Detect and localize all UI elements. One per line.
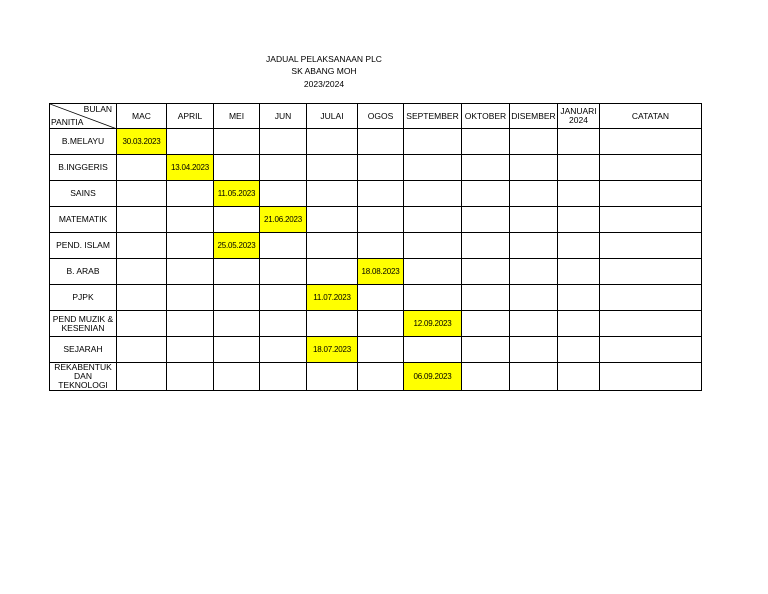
empty-cell bbox=[167, 129, 214, 155]
empty-cell bbox=[510, 259, 558, 285]
month-header-8: DISEMBER bbox=[510, 104, 558, 129]
empty-cell bbox=[510, 155, 558, 181]
empty-cell bbox=[510, 337, 558, 363]
school-name: SK ABANG MOH bbox=[291, 66, 357, 76]
empty-cell bbox=[167, 337, 214, 363]
empty-cell bbox=[214, 129, 260, 155]
empty-cell bbox=[307, 207, 358, 233]
empty-cell bbox=[260, 181, 307, 207]
table-row bbox=[50, 233, 702, 259]
corner-label-panitia: PANITIA bbox=[51, 117, 84, 127]
date-cell-highlighted: 11.07.2023 bbox=[307, 285, 358, 311]
panitia-cell: REKABENTUK DAN TEKNOLOGI bbox=[50, 363, 117, 391]
panitia-cell: SEJARAH bbox=[50, 337, 117, 363]
empty-cell bbox=[510, 207, 558, 233]
notes-cell bbox=[600, 181, 702, 207]
schedule-table bbox=[49, 103, 702, 391]
empty-cell bbox=[462, 311, 510, 337]
notes-cell bbox=[600, 259, 702, 285]
empty-cell bbox=[214, 337, 260, 363]
empty-cell bbox=[358, 129, 404, 155]
date-cell-highlighted: 18.08.2023 bbox=[358, 259, 404, 285]
empty-cell bbox=[307, 155, 358, 181]
empty-cell bbox=[462, 129, 510, 155]
month-header-0: MAC bbox=[117, 104, 167, 129]
table-row bbox=[50, 129, 702, 155]
empty-cell bbox=[558, 233, 600, 259]
empty-cell bbox=[558, 181, 600, 207]
empty-cell bbox=[214, 311, 260, 337]
notes-cell bbox=[600, 129, 702, 155]
empty-cell bbox=[358, 207, 404, 233]
header-row bbox=[50, 104, 702, 129]
empty-cell bbox=[462, 337, 510, 363]
empty-cell bbox=[214, 207, 260, 233]
empty-cell bbox=[167, 207, 214, 233]
empty-cell bbox=[117, 181, 167, 207]
empty-cell bbox=[307, 129, 358, 155]
panitia-cell: MATEMATIK bbox=[50, 207, 117, 233]
table-row bbox=[50, 155, 702, 181]
date-cell-highlighted: 12.09.2023 bbox=[404, 311, 462, 337]
empty-cell bbox=[167, 363, 214, 391]
empty-cell bbox=[117, 363, 167, 391]
empty-cell bbox=[462, 259, 510, 285]
session-year: 2023/2024 bbox=[303, 79, 345, 89]
month-header-5: OGOS bbox=[358, 104, 404, 129]
month-header-7: OKTOBER bbox=[462, 104, 510, 129]
empty-cell bbox=[558, 129, 600, 155]
date-cell-highlighted: 30.03.2023 bbox=[117, 129, 167, 155]
empty-cell bbox=[117, 337, 167, 363]
empty-cell bbox=[260, 337, 307, 363]
table-row bbox=[50, 181, 702, 207]
empty-cell bbox=[167, 181, 214, 207]
empty-cell bbox=[307, 181, 358, 207]
empty-cell bbox=[358, 155, 404, 181]
empty-cell bbox=[260, 259, 307, 285]
empty-cell bbox=[558, 337, 600, 363]
panitia-cell: B.INGGERIS bbox=[50, 155, 117, 181]
empty-cell bbox=[358, 311, 404, 337]
empty-cell bbox=[358, 181, 404, 207]
empty-cell bbox=[462, 207, 510, 233]
panitia-cell: PEND MUZIK & KESENIAN bbox=[50, 311, 117, 337]
empty-cell bbox=[404, 129, 462, 155]
date-cell-highlighted: 13.04.2023 bbox=[167, 155, 214, 181]
empty-cell bbox=[558, 259, 600, 285]
month-header-6: SEPTEMBER bbox=[404, 104, 462, 129]
empty-cell bbox=[510, 129, 558, 155]
empty-cell bbox=[404, 155, 462, 181]
empty-cell bbox=[214, 259, 260, 285]
corner-header-cell bbox=[50, 104, 117, 129]
date-cell-highlighted: 11.05.2023 bbox=[214, 181, 260, 207]
empty-cell bbox=[462, 155, 510, 181]
month-header-4: JULAI bbox=[307, 104, 358, 129]
table-row bbox=[50, 207, 702, 233]
empty-cell bbox=[117, 207, 167, 233]
panitia-cell: B. ARAB bbox=[50, 259, 117, 285]
notes-cell bbox=[600, 311, 702, 337]
notes-cell bbox=[600, 233, 702, 259]
empty-cell bbox=[307, 311, 358, 337]
empty-cell bbox=[260, 233, 307, 259]
date-cell-highlighted: 25.05.2023 bbox=[214, 233, 260, 259]
empty-cell bbox=[462, 363, 510, 391]
empty-cell bbox=[404, 207, 462, 233]
empty-cell bbox=[510, 285, 558, 311]
table-row bbox=[50, 259, 702, 285]
empty-cell bbox=[260, 311, 307, 337]
empty-cell bbox=[260, 155, 307, 181]
empty-cell bbox=[260, 363, 307, 391]
empty-cell bbox=[117, 233, 167, 259]
empty-cell bbox=[558, 207, 600, 233]
empty-cell bbox=[307, 259, 358, 285]
panitia-cell: PJPK bbox=[50, 285, 117, 311]
month-header-9: JANUARI 2024 bbox=[558, 104, 600, 129]
month-header-2: MEI bbox=[214, 104, 260, 129]
notes-cell bbox=[600, 285, 702, 311]
empty-cell bbox=[358, 285, 404, 311]
empty-cell bbox=[358, 233, 404, 259]
empty-cell bbox=[558, 363, 600, 391]
date-cell-highlighted: 18.07.2023 bbox=[307, 337, 358, 363]
panitia-cell: SAINS bbox=[50, 181, 117, 207]
empty-cell bbox=[307, 363, 358, 391]
empty-cell bbox=[558, 285, 600, 311]
empty-cell bbox=[404, 337, 462, 363]
month-header-1: APRIL bbox=[167, 104, 214, 129]
panitia-cell: B.MELAYU bbox=[50, 129, 117, 155]
empty-cell bbox=[214, 363, 260, 391]
empty-cell bbox=[167, 285, 214, 311]
empty-cell bbox=[462, 233, 510, 259]
notes-cell bbox=[600, 337, 702, 363]
empty-cell bbox=[117, 155, 167, 181]
empty-cell bbox=[260, 285, 307, 311]
notes-header: CATATAN bbox=[600, 104, 702, 129]
table-row bbox=[50, 363, 702, 391]
empty-cell bbox=[307, 233, 358, 259]
empty-cell bbox=[510, 311, 558, 337]
table-row bbox=[50, 311, 702, 337]
empty-cell bbox=[358, 363, 404, 391]
empty-cell bbox=[404, 259, 462, 285]
empty-cell bbox=[117, 285, 167, 311]
date-cell-highlighted: 06.09.2023 bbox=[404, 363, 462, 391]
empty-cell bbox=[117, 311, 167, 337]
empty-cell bbox=[404, 233, 462, 259]
empty-cell bbox=[558, 155, 600, 181]
empty-cell bbox=[462, 285, 510, 311]
empty-cell bbox=[260, 129, 307, 155]
empty-cell bbox=[510, 363, 558, 391]
document-title: JADUAL PELAKSANAAN PLC bbox=[266, 54, 382, 64]
corner-label-bulan: BULAN bbox=[83, 104, 112, 114]
empty-cell bbox=[167, 259, 214, 285]
empty-cell bbox=[510, 181, 558, 207]
empty-cell bbox=[404, 181, 462, 207]
table-row bbox=[50, 337, 702, 363]
notes-cell bbox=[600, 155, 702, 181]
empty-cell bbox=[404, 285, 462, 311]
table-row bbox=[50, 285, 702, 311]
notes-cell bbox=[600, 207, 702, 233]
empty-cell bbox=[117, 259, 167, 285]
empty-cell bbox=[214, 155, 260, 181]
empty-cell bbox=[510, 233, 558, 259]
month-header-3: JUN bbox=[260, 104, 307, 129]
empty-cell bbox=[462, 181, 510, 207]
date-cell-highlighted: 21.06.2023 bbox=[260, 207, 307, 233]
empty-cell bbox=[558, 311, 600, 337]
empty-cell bbox=[167, 311, 214, 337]
notes-cell bbox=[600, 363, 702, 391]
empty-cell bbox=[358, 337, 404, 363]
empty-cell bbox=[167, 233, 214, 259]
panitia-cell: PEND. ISLAM bbox=[50, 233, 117, 259]
empty-cell bbox=[214, 285, 260, 311]
